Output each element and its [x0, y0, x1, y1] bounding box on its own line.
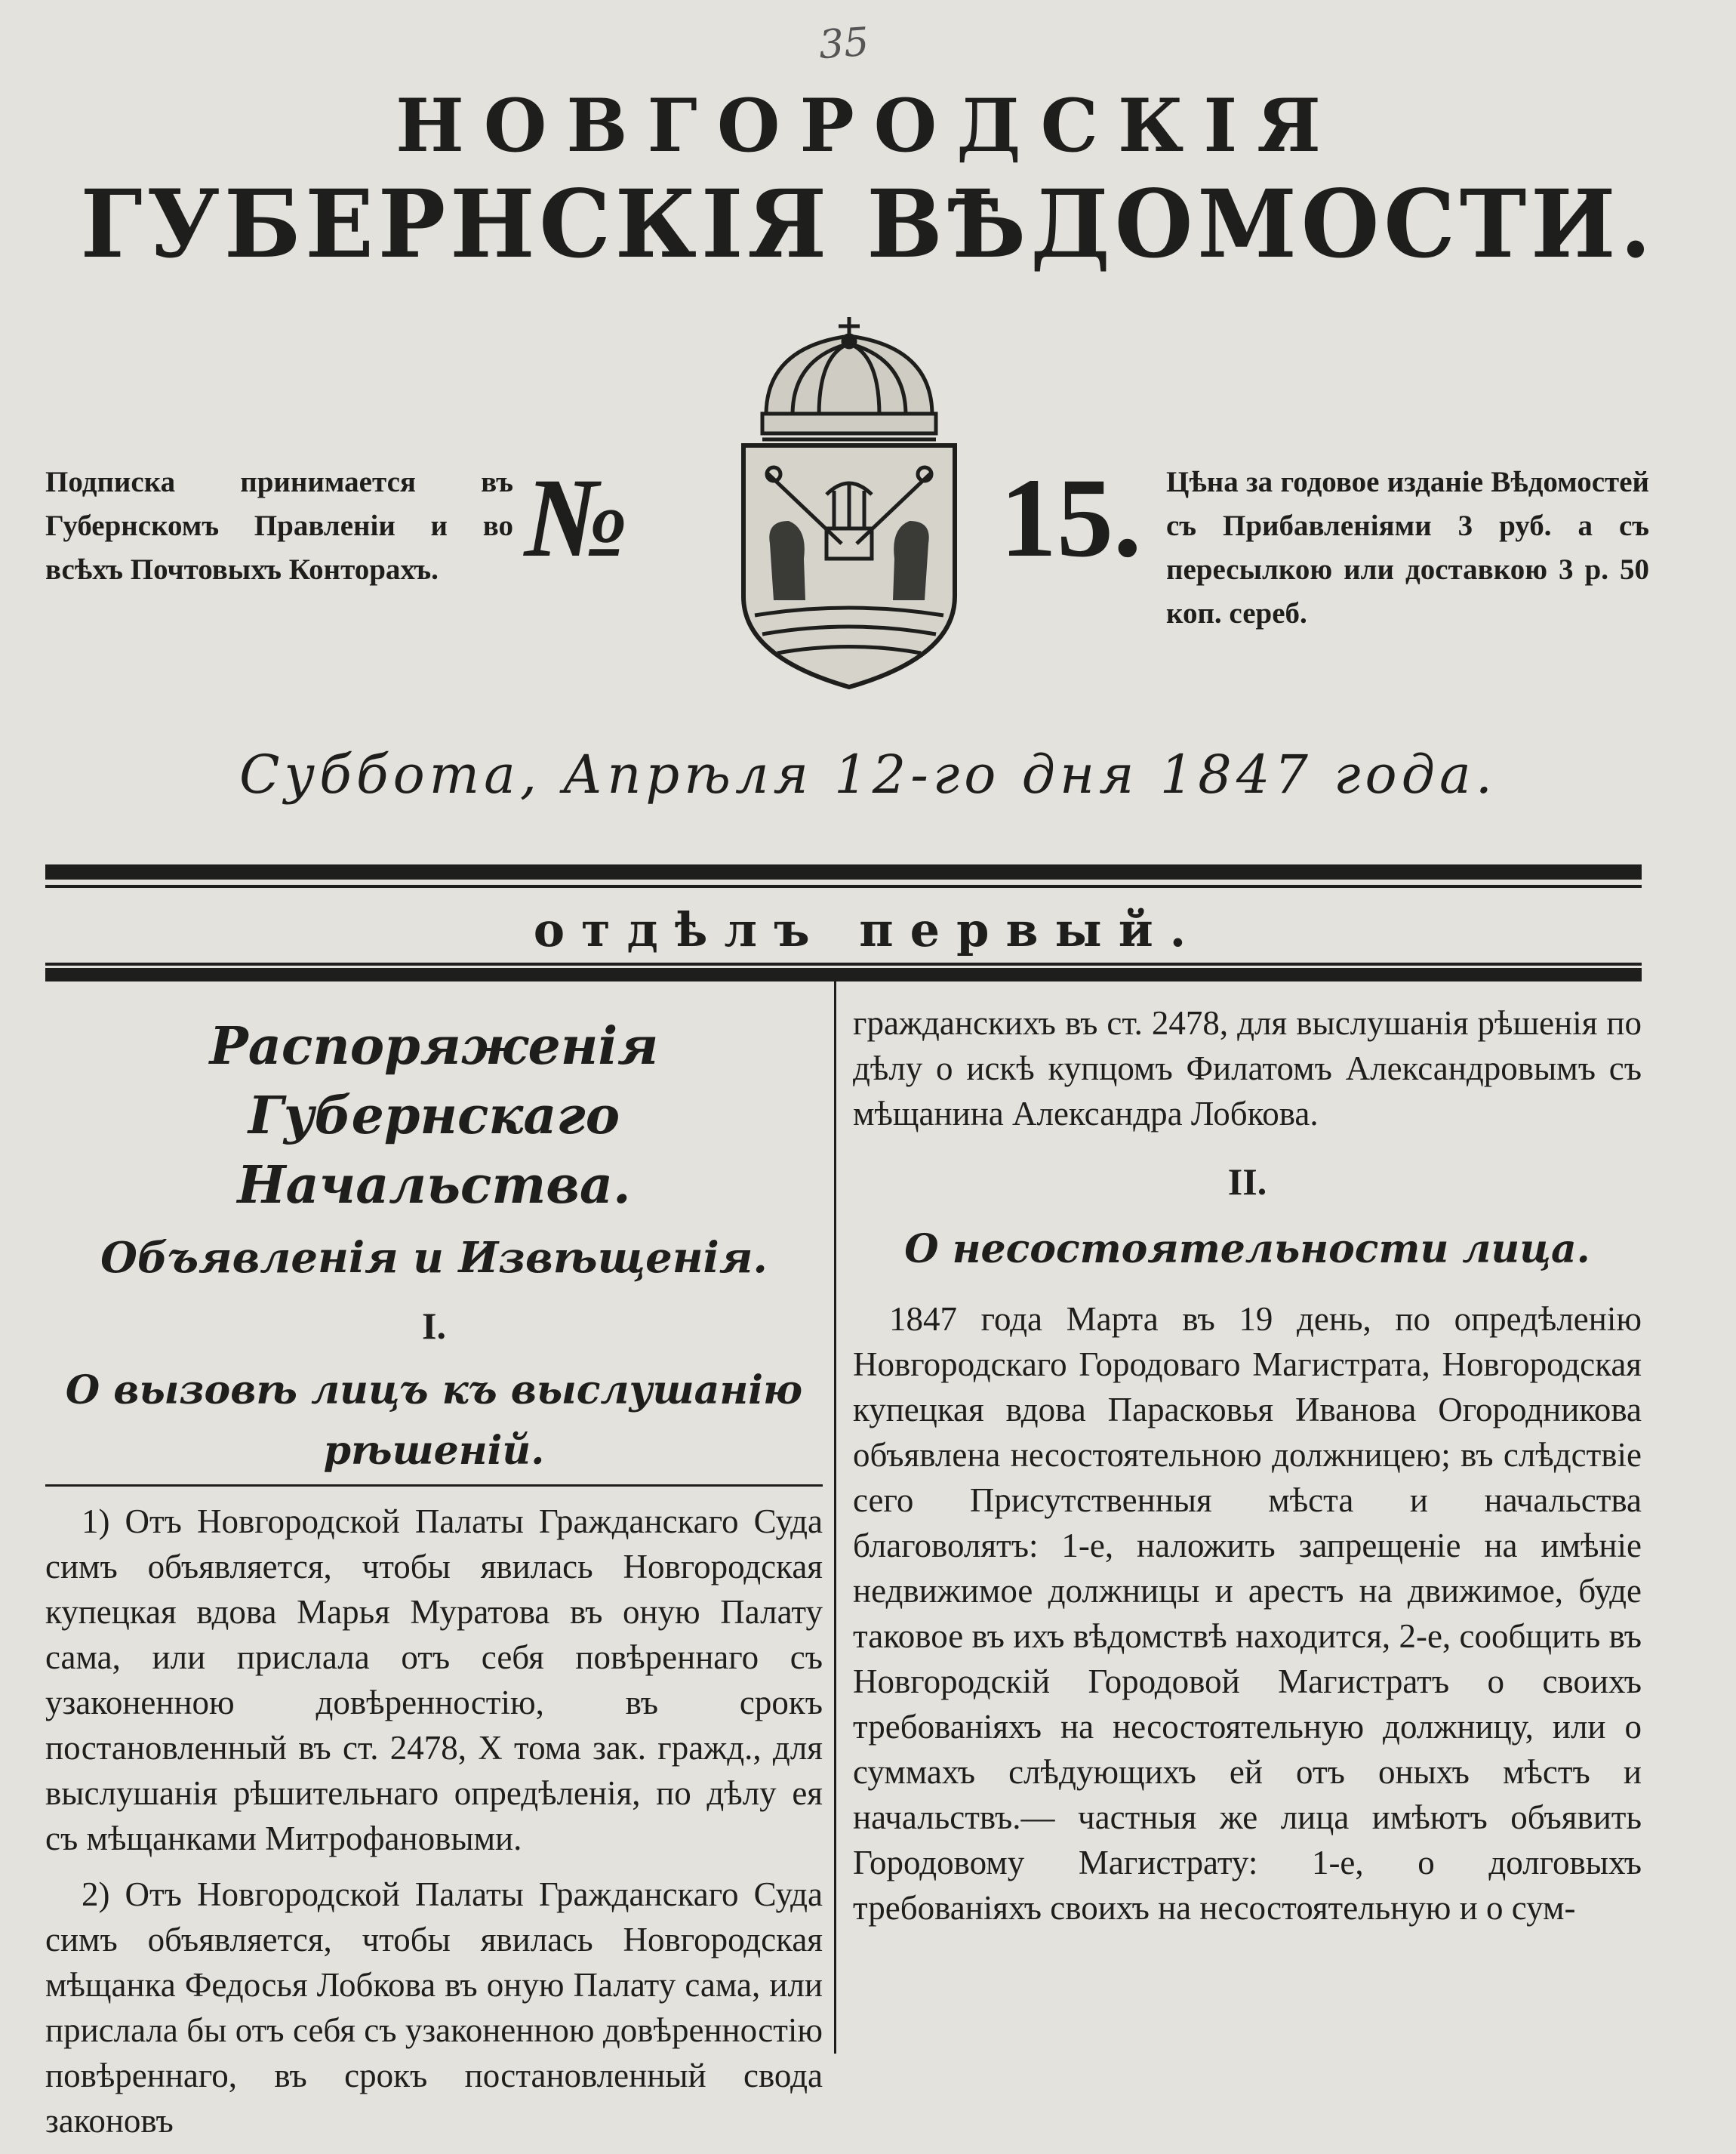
left-heading: Распоряженія Губернскаго Начальства.	[209, 1016, 659, 1216]
masthead-title: ГУБЕРНСКІЯ ВѢДОМОСТИ.	[80, 170, 1656, 279]
crown-icon	[762, 317, 936, 439]
issue-number: 15.	[1000, 455, 1142, 581]
left-topic: О вызовѣ лицъ къ выслушанію рѣшеній.	[45, 1361, 823, 1487]
rule-top-thin	[45, 885, 1642, 888]
right-column	[853, 1000, 1642, 1941]
rule-top-thick	[45, 864, 1642, 880]
novgorod-coat-of-arms-icon	[721, 302, 977, 695]
section-title: отдѣлъ первый.	[533, 902, 1203, 957]
subscription-note: Подписка принимается въ Губернскомъ Правленіи и во всѣхъ Почтовыхъ Конторахъ.	[45, 466, 513, 586]
right-roman-numeral: II.	[1227, 1160, 1267, 1203]
rule-bottom-thin	[45, 963, 1642, 966]
left-paragraph-1: 1) Отъ Новгородской Палаты Гражданскаго Суда симъ объявляется, чтобы явилась Новгородская купецкая вдова Марья Муратова въ оную Палату сама, или прислала отъ себя повѣреннаго съ узаконенною довѣренностію, въ срокъ постановленный въ ст. 2478, X тома зак. гражд., для выслушанія рѣшительнаго опредѣленія, по дѣлу ея съ мѣщанками Митрофановыми.	[45, 1502, 823, 1857]
handwritten-page-number: 35	[817, 19, 871, 69]
masthead-line1: НОВГОРОДСКІЯ	[396, 83, 1340, 168]
left-column	[45, 1012, 823, 2154]
left-roman-numeral: I.	[422, 1305, 446, 1347]
right-paragraph: 1847 года Марта въ 19 день, по опредѣленію Новгородскаго Городоваго Магистрата, Новгородская купецкая вдова Парасковья Иванова Огородникова объявлена несостоятельною должницею; въ слѣдствіе сего Присутственныя мѣста и начальства благоволятъ: 1-е, наложить запрещеніе на имѣніе недвижимое должницы и арестъ на движимое, буде таковое въ ихъ вѣдомствѣ находится, 2-е, сообщить въ Новгородскій Городовой Магистратъ о своихъ требованіяхъ на несостоятельную должницу, или о суммахъ слѣдующихъ ей отъ оныхъ мѣстъ и начальствъ.— частныя же лица имѣютъ объявить Городовому Магистрату: 1-е, о долговыхъ требованіяхъ своихъ на несостоятельную и о сум-	[853, 1300, 1642, 1927]
rule-bottom-thick	[45, 968, 1642, 981]
left-paragraph-2: 2) Отъ Новгородской Палаты Гражданскаго Суда симъ объявляется, чтобы явилась Новгородская мѣщанка Федосья Лобкова въ оную Палату сама, или прислала бы отъ себя съ узаконенною довѣренностію повѣреннаго, въ срокъ постановленный свода законовъ	[45, 1875, 823, 2140]
price-note: Цѣна за годовое изданіе Вѣдомостей съ Прибавленіями 3 руб. а съ пересылкою или доставкою 3 р. 50 коп. сереб.	[1166, 466, 1649, 630]
left-subheading: Объявленія и Извѣщенія.	[100, 1233, 768, 1283]
column-divider	[834, 981, 836, 2054]
right-continuation: гражданскихъ въ ст. 2478, для выслушанія рѣшенія по дѣлу о искѣ купцомъ Филатомъ Александровымъ съ мѣщанина Александра Лобкова.	[853, 1004, 1642, 1132]
right-topic: О несостоятельности лица.	[904, 1226, 1590, 1272]
issue-label: №	[525, 455, 629, 581]
date-line: Суббота, Апрѣля 12-го дня 1847 года.	[239, 744, 1497, 806]
